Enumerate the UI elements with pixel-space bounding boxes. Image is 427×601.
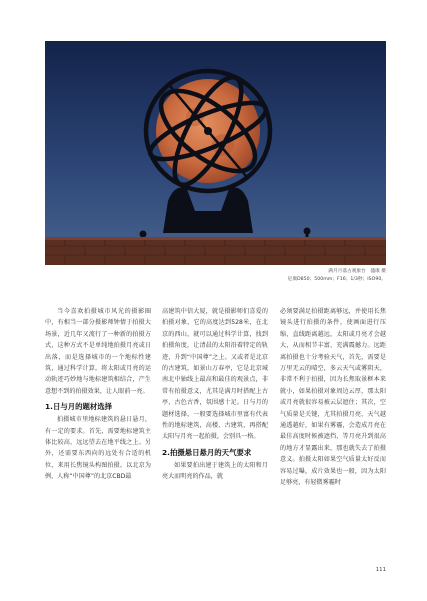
section-heading-1: 1.日与月的题材选择: [45, 402, 113, 412]
column-2-paragraph: 高建筑中信大厦，就是摄影师们喜爱的拍摄对象，它的高度达到528米，在北京的西山，就可以通过科学计算，找到拍摄角度，让清晨的太阳沿着特定的轨迹，升到“中国尊”之上。又或者是北京的古建筑，如景山万春亭，它是北京城南北中轴线上最高和最佳的观景点，非常有拍摄意义，尤其是满月时搭配上古亭，古色古香，氛围感十足。日与月的题材选择，一般要选择城市里富有代表性的地标建筑，高楼、古建筑，再搭配太阳与月亮一起拍摄，会别具一格。: [162, 308, 268, 441]
intro-paragraph: 当今喜欢拍摄城市风光的摄影圈中，有相当一部分摄影师钟情于拍摄大场景，近几年又流行了一种新的拍摄方式，这种方式不是单纯地拍摄月亮或日出落，而是选择城市的一个地标性建筑，通过科学计算，将太阳或月亮的运动轨迹巧妙地与地标建筑相结合，产生意想不到的拍摄效果，让人眼前一亮。: [45, 308, 151, 395]
article-body: [45, 306, 386, 586]
section-1-paragraph: 拍摄城市里地标建筑的悬日悬月，有一定的要求。首先，需要地标建筑主体比较高，远远望去在地平线之上。另外，还需要东西向的远处有合适的机位，来用长焦镜头构图拍摄。以北京为例，人称“中国尊”的北京CBD最: [45, 416, 151, 481]
caption-title: 满月月落古观象台 盛康 摄: [328, 269, 386, 274]
section-2-paragraph: 如果要拍出建于建筑上的太阳和月亮大而明亮的作品，就: [162, 461, 268, 481]
photo-caption: [206, 268, 386, 283]
column-3-paragraph: 必须要满足拍摄距离够远，并使用长焦镜头进行拍摄的条件，使画面进行压缩，直线距离越远，太阳或月亮才会越大，从而相节丰富、充满震撼力。远距离拍摄也十分考验天气，首先，需要是万里无云的晴空，多云天气或雾阴天，非常不利于拍摄，因为长焦取景框本来就小，如果拍摄对象周边云厚，那太阳或月亮就很容易被云层遮住；其次，空气质量是关键，尤其拍摄月亮，天气越通透越好，如果有雾霾，会造成月亮在最佳高度时候被遮挡，等月亮升到很高的地方才显露出来，那也就失去了拍摄意义。拍摄太阳如果空气质量太好反而容易过曝，成片效果也一般，因为太阳足够亮，有轻微雾霾时: [280, 308, 386, 487]
column-1: [45, 306, 151, 483]
column-2: [162, 306, 268, 483]
section-heading-2: 2.拍摄悬日悬月的天气要求: [162, 447, 252, 457]
column-3: [280, 306, 386, 489]
caption-camera-settings: 尼康D850；500mm；F16；1/3秒；ISO90。: [287, 276, 386, 282]
armillary-sphere-illustration: [45, 41, 386, 265]
armillary-sphere-photo: [45, 41, 386, 265]
page-number: 111: [375, 567, 386, 573]
